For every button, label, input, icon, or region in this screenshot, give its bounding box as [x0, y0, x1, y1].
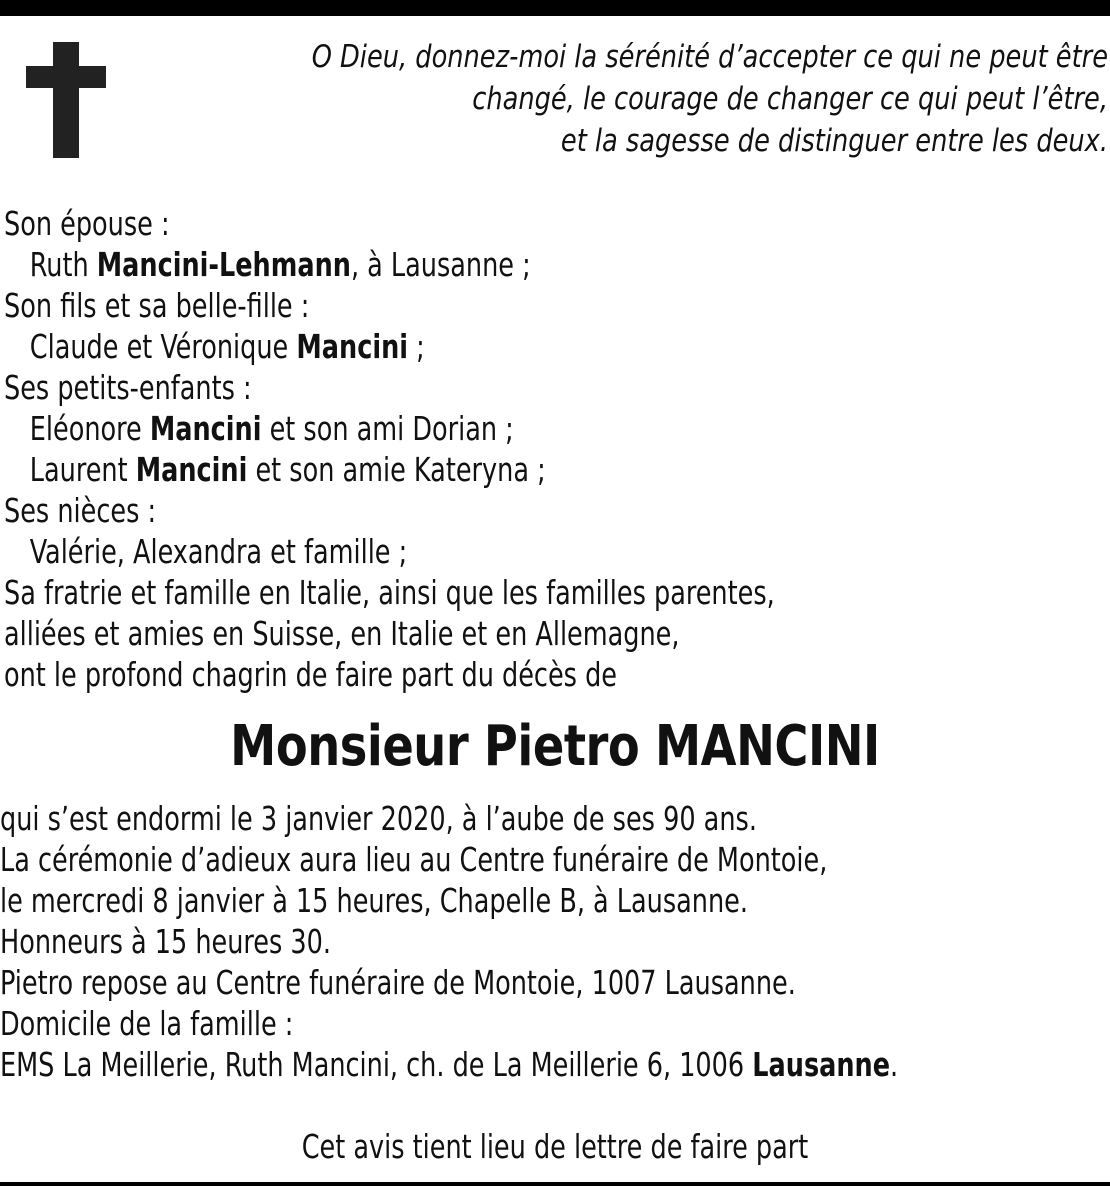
family-address [0, 1044, 955, 1085]
spouse-heading: Son épouse : [4, 204, 170, 243]
son-heading: Son fils et sa belle-fille : [4, 286, 310, 325]
grandchild-entry-2 [4, 449, 950, 490]
spouse-entry [4, 244, 950, 285]
grandchildren-heading: Ses petits-enfants : [4, 368, 252, 407]
relatives-line-2: alliées et amies en Suisse, en Italie et en Allemagne, [4, 614, 680, 653]
nieces-entry: Valérie, Alexandra et famille ; [29, 532, 408, 571]
cross-horizontal-bar [26, 66, 106, 88]
son-surname: Mancini [296, 327, 409, 366]
grandchild-2-first-name: Laurent [29, 450, 136, 489]
bottom-border-rule [0, 1182, 1110, 1186]
address-city: Lausanne [752, 1045, 891, 1084]
prayer-line-2: changé, le courage de changer ce qui peut l’être, [472, 81, 1108, 117]
grandchild-entry-1 [4, 408, 950, 449]
deceased-name-heading: Monsieur Pietro MANCINI [230, 714, 880, 779]
spouse-location: , à Lausanne ; [350, 245, 531, 284]
grandchild-2-surname: Mancini [135, 450, 248, 489]
relatives-line-1: Sa fratrie et famille en Italie, ainsi que les familles parentes, [4, 573, 775, 612]
prayer-quote [225, 36, 1108, 162]
prayer-line-3: et la sagesse de distinguer entre les deux. [560, 123, 1108, 159]
prayer-line-1: O Dieu, donnez-moi la sérénité d’accepter ce qui ne peut être [311, 39, 1108, 75]
cross-icon [26, 42, 106, 158]
address-suffix: . [890, 1045, 899, 1084]
details-line-1: qui s’est endormi le 3 janvier 2020, à l’aube de ses 90 ans. [0, 799, 757, 838]
nieces-heading: Ses nièces : [4, 491, 157, 530]
spouse-surname: Mancini-Lehmann [96, 245, 351, 284]
grandchild-1-surname: Mancini [149, 409, 262, 448]
grandchild-1-first-name: Eléonore [29, 409, 150, 448]
top-border-rule [0, 0, 1110, 16]
grandchild-2-rest: et son amie Kateryna ; [247, 450, 546, 489]
spouse-first-name: Ruth [29, 245, 97, 284]
relatives-line-3: ont le profond chagrin de faire part du décès de [4, 655, 618, 694]
footer-note: Cet avis tient lieu de lettre de faire part [301, 1127, 809, 1166]
details-line-5: Pietro repose au Centre funéraire de Montoie, 1007 Lausanne. [0, 963, 796, 1002]
details-line-6: Domicile de la famille : [0, 1004, 294, 1043]
details-line-2: La cérémonie d’adieux aura lieu au Centre funéraire de Montoie, [0, 840, 828, 879]
address-prefix: EMS La Meillerie, Ruth Mancini, ch. de La Meillerie 6, 1006 [0, 1045, 753, 1084]
son-rest: ; [408, 327, 425, 366]
cross-vertical-bar [53, 42, 79, 158]
son-first-names: Claude et Véronique [29, 327, 297, 366]
family-list [4, 203, 950, 695]
details-line-4: Honneurs à 15 heures 30. [0, 922, 332, 961]
son-entry [4, 326, 950, 367]
grandchild-1-rest: et son ami Dorian ; [261, 409, 514, 448]
details-line-3: le mercredi 8 janvier à 15 heures, Chapelle B, à Lausanne. [0, 881, 748, 920]
ceremony-details [0, 798, 955, 1085]
